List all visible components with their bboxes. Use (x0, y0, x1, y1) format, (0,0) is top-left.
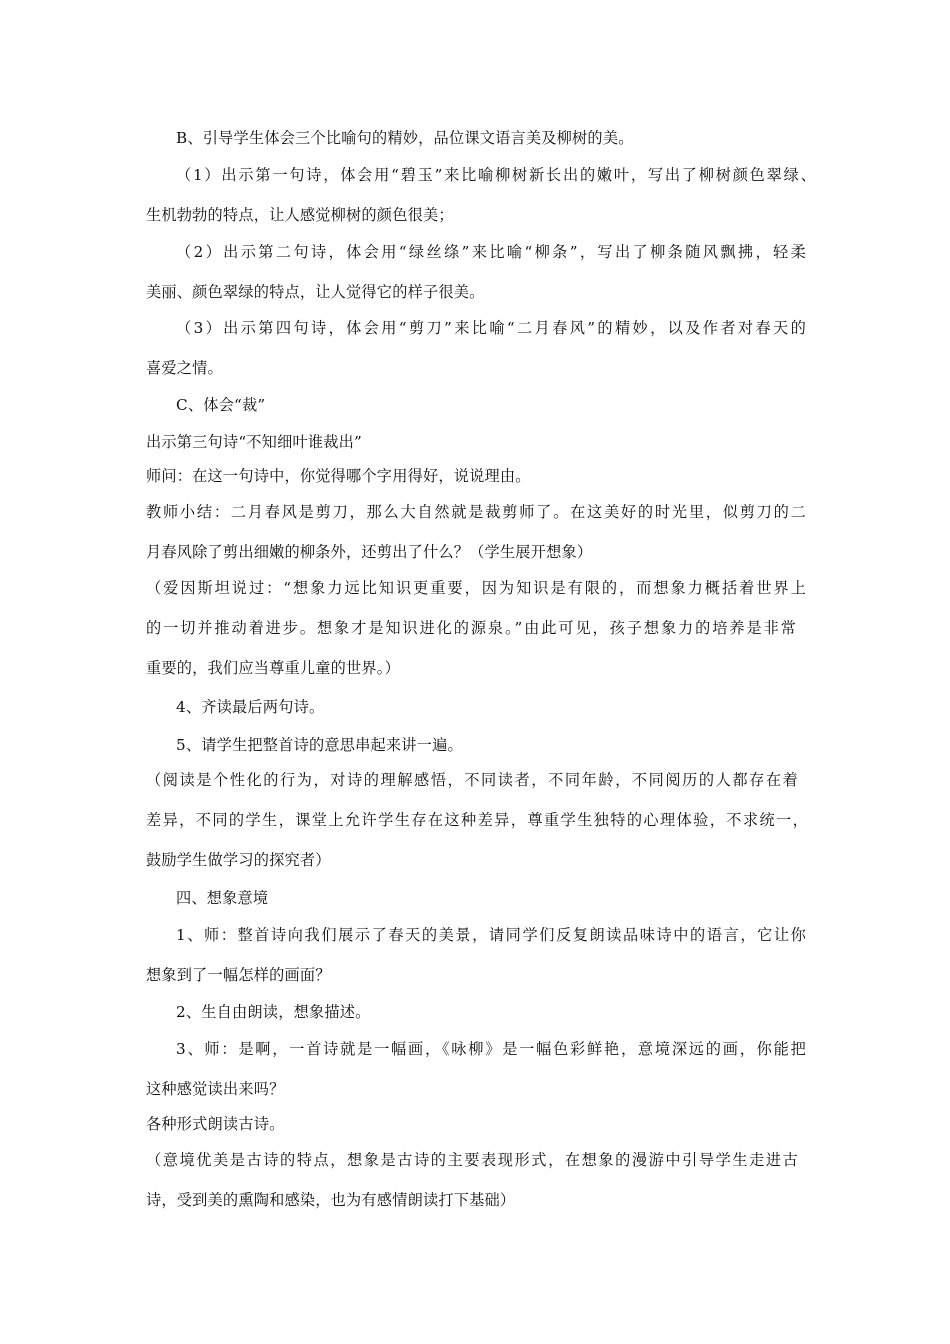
paragraph-line: 这种感觉读出来吗？ (146, 1080, 285, 1098)
paragraph-line: 出示第三句诗“不知细叶谁裁出” (146, 433, 362, 451)
paragraph-line: 喜爱之情。 (146, 359, 223, 377)
paragraph-line: （2）出示第二句诗，体会用“绿丝绦”来比喻“柳条”，写出了柳条随风飘拂，轻柔 (176, 243, 806, 261)
paragraph-line: 生机勃勃的特点，让人感觉柳树的颜色很美； (146, 206, 454, 224)
paragraph-line: 1、师：整首诗向我们展示了春天的美景，请同学们反复朗读品味诗中的语言，它让你 (176, 926, 806, 944)
paragraph-line: 想象到了一幅怎样的画面？ (146, 966, 331, 984)
paragraph-line: 5、请学生把整首诗的意思串起来讲一遍。 (176, 736, 463, 754)
paragraph-line: 2、生自由朗读，想象描述。 (176, 1003, 371, 1021)
paragraph-line: 4、齐读最后两句诗。 (176, 698, 325, 716)
paragraph-line: 各种形式朗读古诗。 (146, 1115, 285, 1133)
paragraph-line: 的一切并推动着进步。想象才是知识进化的源泉。”由此可见，孩子想象力的培养是非常 (146, 619, 796, 637)
paragraph-line: 美丽、颜色翠绿的特点，让人觉得它的样子很美。 (146, 283, 485, 301)
paragraph-line: 诗，受到美的熏陶和感染，也为有感情朗读打下基础） (146, 1191, 516, 1209)
section-heading: C、体会“裁” (176, 396, 266, 414)
paragraph-line: 差异，不同的学生，课堂上允许学生存在这种差异，尊重学生独特的心理体验，不求统一， (146, 811, 808, 829)
paragraph-line: 月春风除了剪出细嫩的柳条外，还剪出了什么？（学生展开想象） (146, 543, 593, 561)
paragraph-line: （阅读是个性化的行为，对诗的理解感悟，不同读者，不同年龄，不同阅历的人都存在着 (146, 771, 798, 789)
paragraph-line: （3）出示第四句诗，体会用“剪刀”来比喻“二月春风”的精妙，以及作者对春天的 (176, 319, 806, 337)
paragraph-line: （爱因斯坦说过：“想象力远比知识更重要，因为知识是有限的，而想象力概括着世界上 (146, 579, 806, 597)
paragraph-line: 重要的，我们应当尊重儿童的世界。） (146, 659, 400, 677)
paragraph-line: 3、师：是啊，一首诗就是一幅画，《咏柳》是一幅色彩鲜艳，意境深远的画，你能把 (176, 1040, 806, 1058)
paragraph-line: 鼓励学生做学习的探究者） (146, 851, 331, 869)
paragraph-line: 教师小结：二月春风是剪刀，那么大自然就是裁剪师了。在这美好的时光里，似剪刀的二 (146, 503, 806, 521)
paragraph-line: （1）出示第一句诗，体会用“碧玉”来比喻柳树新长出的嫩叶，写出了柳树颜色翠绿、 (176, 166, 816, 184)
section-heading: 四、想象意境 (176, 889, 269, 907)
paragraph-line: B、引导学生体会三个比喻句的精妙，品位课文语言美及柳树的美。 (176, 129, 634, 147)
paragraph-line: 师问：在这一句诗中，你觉得哪个字用得好，说说理由。 (146, 467, 531, 485)
paragraph-line: （意境优美是古诗的特点，想象是古诗的主要表现形式，在想象的漫游中引导学生走进古 (146, 1151, 798, 1169)
